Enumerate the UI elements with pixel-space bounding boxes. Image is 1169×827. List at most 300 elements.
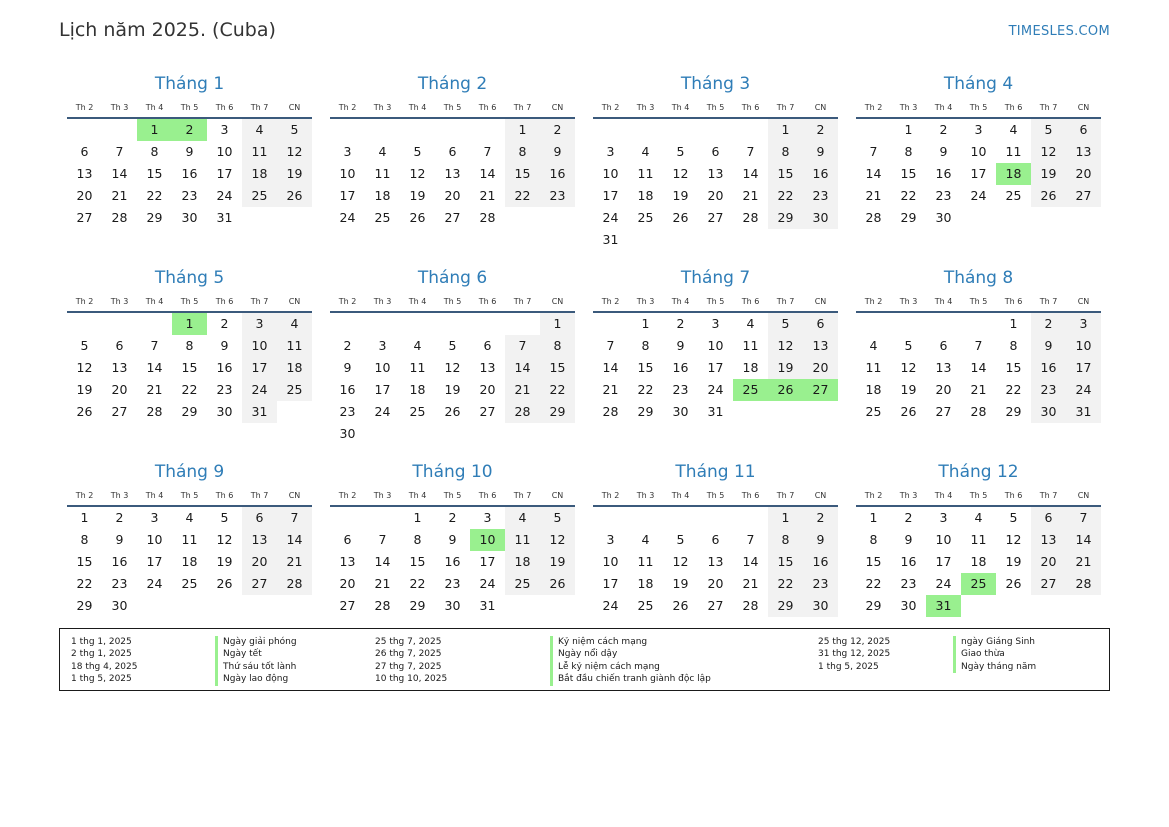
day-cell[interactable]: 11: [409, 360, 426, 375]
day-cell[interactable]: 28: [479, 210, 496, 225]
day-cell[interactable]: 26: [409, 210, 426, 225]
day-cell[interactable]: 7: [974, 338, 983, 353]
day-cell[interactable]: 14: [865, 166, 882, 181]
day-cell[interactable]: 16: [444, 554, 461, 569]
day-cell[interactable]: 1: [413, 510, 422, 525]
day-cell[interactable]: 12: [277, 141, 312, 163]
day-cell[interactable]: 9: [540, 141, 575, 163]
day-cell[interactable]: 18: [181, 554, 198, 569]
day-cell[interactable]: 30: [444, 598, 461, 613]
day-cell[interactable]: 21: [1066, 551, 1101, 573]
day-cell[interactable]: 2: [220, 316, 229, 331]
day-cell[interactable]: 15: [768, 551, 803, 573]
day-cell[interactable]: 18: [970, 554, 987, 569]
day-cell[interactable]: 23: [540, 185, 575, 207]
day-cell[interactable]: 17: [970, 166, 987, 181]
day-cell[interactable]: 26: [540, 573, 575, 595]
day-cell[interactable]: 11: [374, 166, 391, 181]
day-cell[interactable]: 16: [935, 166, 952, 181]
day-cell[interactable]: 17: [602, 576, 619, 591]
day-cell[interactable]: 17: [242, 357, 277, 379]
day-cell[interactable]: 4: [746, 316, 755, 331]
day-cell[interactable]: 5: [413, 144, 422, 159]
day-cell[interactable]: 28: [1066, 573, 1101, 595]
day-cell[interactable]: 23: [444, 576, 461, 591]
day-cell[interactable]: 29: [1005, 404, 1022, 419]
day-cell[interactable]: 8: [904, 144, 913, 159]
day-cell[interactable]: 5: [676, 144, 685, 159]
day-cell[interactable]: 29: [409, 598, 426, 613]
day-cell[interactable]: 25: [505, 573, 540, 595]
day-cell[interactable]: 7: [1066, 507, 1101, 529]
day-cell[interactable]: 30: [672, 404, 689, 419]
day-cell[interactable]: 19: [900, 382, 917, 397]
day-cell[interactable]: 23: [1031, 379, 1066, 401]
day-cell[interactable]: 5: [904, 338, 913, 353]
day-cell[interactable]: 24: [970, 188, 987, 203]
day-cell[interactable]: 21: [970, 382, 987, 397]
day-cell[interactable]: 9: [115, 532, 124, 547]
day-cell[interactable]: 28: [602, 404, 619, 419]
day-cell[interactable]: 15: [76, 554, 93, 569]
day-cell[interactable]: 12: [900, 360, 917, 375]
day-cell[interactable]: 2: [803, 119, 838, 141]
day-cell[interactable]: 24: [1066, 379, 1101, 401]
day-cell[interactable]: 26: [444, 404, 461, 419]
day-cell[interactable]: 11: [637, 166, 654, 181]
day-cell[interactable]: 14: [374, 554, 391, 569]
day-cell[interactable]: 23: [935, 188, 952, 203]
day-cell[interactable]: 15: [900, 166, 917, 181]
day-cell[interactable]: 2: [904, 510, 913, 525]
day-cell[interactable]: 13: [1066, 141, 1101, 163]
day-cell[interactable]: 4: [413, 338, 422, 353]
day-cell[interactable]: 25: [277, 379, 312, 401]
day-cell[interactable]: 3: [242, 313, 277, 335]
day-cell[interactable]: 7: [115, 144, 124, 159]
day-cell[interactable]: 30: [935, 210, 952, 225]
day-cell[interactable]: 20: [935, 382, 952, 397]
holiday-day-cell[interactable]: 1: [172, 313, 207, 335]
day-cell[interactable]: 10: [146, 532, 163, 547]
day-cell[interactable]: 21: [277, 551, 312, 573]
day-cell[interactable]: 8: [768, 141, 803, 163]
day-cell[interactable]: 22: [637, 382, 654, 397]
holiday-day-cell[interactable]: 1: [137, 119, 172, 141]
day-cell[interactable]: 14: [970, 360, 987, 375]
day-cell[interactable]: 25: [409, 404, 426, 419]
day-cell[interactable]: 4: [869, 338, 878, 353]
day-cell[interactable]: 7: [746, 532, 755, 547]
day-cell[interactable]: 13: [339, 554, 356, 569]
day-cell[interactable]: 7: [277, 507, 312, 529]
day-cell[interactable]: 5: [448, 338, 457, 353]
day-cell[interactable]: 20: [339, 576, 356, 591]
day-cell[interactable]: 18: [409, 382, 426, 397]
day-cell[interactable]: 22: [900, 188, 917, 203]
day-cell[interactable]: 21: [865, 188, 882, 203]
day-cell[interactable]: 19: [540, 551, 575, 573]
day-cell[interactable]: 1: [540, 313, 575, 335]
day-cell[interactable]: 10: [602, 554, 619, 569]
day-cell[interactable]: 18: [505, 551, 540, 573]
day-cell[interactable]: 1: [80, 510, 89, 525]
day-cell[interactable]: 12: [444, 360, 461, 375]
day-cell[interactable]: 9: [448, 532, 457, 547]
day-cell[interactable]: 23: [900, 576, 917, 591]
day-cell[interactable]: 26: [1005, 576, 1022, 591]
day-cell[interactable]: 9: [939, 144, 948, 159]
day-cell[interactable]: 23: [803, 185, 838, 207]
day-cell[interactable]: 24: [602, 598, 619, 613]
day-cell[interactable]: 28: [374, 598, 391, 613]
holiday-day-cell[interactable]: 27: [803, 379, 838, 401]
day-cell[interactable]: 6: [939, 338, 948, 353]
day-cell[interactable]: 29: [768, 595, 803, 617]
day-cell[interactable]: 14: [602, 360, 619, 375]
day-cell[interactable]: 10: [602, 166, 619, 181]
day-cell[interactable]: 9: [185, 144, 194, 159]
day-cell[interactable]: 28: [111, 210, 128, 225]
day-cell[interactable]: 29: [637, 404, 654, 419]
day-cell[interactable]: 13: [707, 166, 724, 181]
day-cell[interactable]: 22: [768, 573, 803, 595]
day-cell[interactable]: 9: [803, 141, 838, 163]
day-cell[interactable]: 28: [970, 404, 987, 419]
day-cell[interactable]: 14: [1066, 529, 1101, 551]
day-cell[interactable]: 8: [150, 144, 159, 159]
day-cell[interactable]: 4: [378, 144, 387, 159]
day-cell[interactable]: 11: [181, 532, 198, 547]
day-cell[interactable]: 27: [935, 404, 952, 419]
day-cell[interactable]: 16: [540, 163, 575, 185]
day-cell[interactable]: 15: [865, 554, 882, 569]
day-cell[interactable]: 20: [803, 357, 838, 379]
day-cell[interactable]: 11: [505, 529, 540, 551]
day-cell[interactable]: 6: [803, 313, 838, 335]
day-cell[interactable]: 10: [216, 144, 233, 159]
day-cell[interactable]: 27: [707, 210, 724, 225]
day-cell[interactable]: 14: [742, 166, 759, 181]
day-cell[interactable]: 11: [1005, 144, 1022, 159]
day-cell[interactable]: 9: [1031, 335, 1066, 357]
day-cell[interactable]: 17: [1066, 357, 1101, 379]
day-cell[interactable]: 13: [76, 166, 93, 181]
day-cell[interactable]: 7: [483, 144, 492, 159]
day-cell[interactable]: 24: [935, 576, 952, 591]
day-cell[interactable]: 21: [111, 188, 128, 203]
day-cell[interactable]: 30: [216, 404, 233, 419]
day-cell[interactable]: 25: [181, 576, 198, 591]
day-cell[interactable]: 9: [676, 338, 685, 353]
day-cell[interactable]: 14: [505, 357, 540, 379]
day-cell[interactable]: 2: [939, 122, 948, 137]
day-cell[interactable]: 15: [1005, 360, 1022, 375]
day-cell[interactable]: 13: [479, 360, 496, 375]
day-cell[interactable]: 31: [242, 401, 277, 423]
day-cell[interactable]: 12: [409, 166, 426, 181]
day-cell[interactable]: 15: [409, 554, 426, 569]
day-cell[interactable]: 3: [1066, 313, 1101, 335]
day-cell[interactable]: 12: [1031, 141, 1066, 163]
day-cell[interactable]: 19: [76, 382, 93, 397]
day-cell[interactable]: 13: [803, 335, 838, 357]
day-cell[interactable]: 20: [479, 382, 496, 397]
day-cell[interactable]: 20: [1031, 551, 1066, 573]
day-cell[interactable]: 16: [803, 551, 838, 573]
day-cell[interactable]: 26: [1031, 185, 1066, 207]
day-cell[interactable]: 19: [216, 554, 233, 569]
day-cell[interactable]: 10: [242, 335, 277, 357]
day-cell[interactable]: 12: [216, 532, 233, 547]
day-cell[interactable]: 18: [277, 357, 312, 379]
day-cell[interactable]: 2: [448, 510, 457, 525]
day-cell[interactable]: 7: [606, 338, 615, 353]
day-cell[interactable]: 4: [277, 313, 312, 335]
day-cell[interactable]: 15: [540, 357, 575, 379]
day-cell[interactable]: 13: [935, 360, 952, 375]
day-cell[interactable]: 17: [216, 166, 233, 181]
day-cell[interactable]: 9: [904, 532, 913, 547]
day-cell[interactable]: 17: [602, 188, 619, 203]
day-cell[interactable]: 23: [181, 188, 198, 203]
day-cell[interactable]: 18: [865, 382, 882, 397]
day-cell[interactable]: 2: [540, 119, 575, 141]
day-cell[interactable]: 22: [768, 185, 803, 207]
day-cell[interactable]: 1: [505, 119, 540, 141]
day-cell[interactable]: 28: [505, 401, 540, 423]
day-cell[interactable]: 3: [974, 122, 983, 137]
day-cell[interactable]: 25: [1005, 188, 1022, 203]
day-cell[interactable]: 11: [742, 338, 759, 353]
day-cell[interactable]: 1: [768, 119, 803, 141]
holiday-day-cell[interactable]: 25: [961, 573, 996, 595]
day-cell[interactable]: 6: [80, 144, 89, 159]
day-cell[interactable]: 12: [76, 360, 93, 375]
day-cell[interactable]: 19: [1031, 163, 1066, 185]
day-cell[interactable]: 28: [742, 598, 759, 613]
day-cell[interactable]: 12: [768, 335, 803, 357]
day-cell[interactable]: 24: [479, 576, 496, 591]
day-cell[interactable]: 20: [707, 576, 724, 591]
day-cell[interactable]: 22: [146, 188, 163, 203]
day-cell[interactable]: 16: [900, 554, 917, 569]
day-cell[interactable]: 19: [1005, 554, 1022, 569]
day-cell[interactable]: 28: [742, 210, 759, 225]
day-cell[interactable]: 25: [865, 404, 882, 419]
day-cell[interactable]: 10: [707, 338, 724, 353]
day-cell[interactable]: 15: [146, 166, 163, 181]
day-cell[interactable]: 6: [711, 532, 720, 547]
day-cell[interactable]: 22: [76, 576, 93, 591]
day-cell[interactable]: 16: [339, 382, 356, 397]
day-cell[interactable]: 3: [606, 532, 615, 547]
day-cell[interactable]: 13: [444, 166, 461, 181]
holiday-day-cell[interactable]: 31: [926, 595, 961, 617]
day-cell[interactable]: 21: [602, 382, 619, 397]
holiday-day-cell[interactable]: 25: [733, 379, 768, 401]
day-cell[interactable]: 6: [1066, 119, 1101, 141]
day-cell[interactable]: 23: [672, 382, 689, 397]
day-cell[interactable]: 19: [444, 382, 461, 397]
day-cell[interactable]: 29: [76, 598, 93, 613]
day-cell[interactable]: 18: [742, 360, 759, 375]
day-cell[interactable]: 30: [339, 426, 356, 441]
day-cell[interactable]: 17: [935, 554, 952, 569]
day-cell[interactable]: 8: [185, 338, 194, 353]
day-cell[interactable]: 22: [540, 379, 575, 401]
day-cell[interactable]: 21: [146, 382, 163, 397]
day-cell[interactable]: 3: [343, 144, 352, 159]
day-cell[interactable]: 19: [409, 188, 426, 203]
day-cell[interactable]: 22: [505, 185, 540, 207]
day-cell[interactable]: 1: [904, 122, 913, 137]
day-cell[interactable]: 27: [444, 210, 461, 225]
day-cell[interactable]: 25: [637, 598, 654, 613]
day-cell[interactable]: 11: [637, 554, 654, 569]
day-cell[interactable]: 9: [220, 338, 229, 353]
day-cell[interactable]: 30: [181, 210, 198, 225]
day-cell[interactable]: 7: [746, 144, 755, 159]
day-cell[interactable]: 3: [220, 122, 229, 137]
day-cell[interactable]: 30: [803, 595, 838, 617]
day-cell[interactable]: 30: [803, 207, 838, 229]
day-cell[interactable]: 4: [505, 507, 540, 529]
day-cell[interactable]: 6: [343, 532, 352, 547]
site-link[interactable]: TIMESLES.COM: [1008, 24, 1110, 39]
day-cell[interactable]: 24: [339, 210, 356, 225]
day-cell[interactable]: 4: [242, 119, 277, 141]
day-cell[interactable]: 8: [641, 338, 650, 353]
day-cell[interactable]: 12: [540, 529, 575, 551]
day-cell[interactable]: 24: [146, 576, 163, 591]
day-cell[interactable]: 5: [80, 338, 89, 353]
day-cell[interactable]: 18: [242, 163, 277, 185]
day-cell[interactable]: 4: [641, 532, 650, 547]
day-cell[interactable]: 7: [869, 144, 878, 159]
day-cell[interactable]: 9: [803, 529, 838, 551]
day-cell[interactable]: 4: [974, 510, 983, 525]
day-cell[interactable]: 2: [115, 510, 124, 525]
day-cell[interactable]: 24: [707, 382, 724, 397]
day-cell[interactable]: 27: [339, 598, 356, 613]
day-cell[interactable]: 14: [146, 360, 163, 375]
day-cell[interactable]: 31: [1066, 401, 1101, 423]
day-cell[interactable]: 11: [865, 360, 882, 375]
day-cell[interactable]: 7: [505, 335, 540, 357]
day-cell[interactable]: 5: [540, 507, 575, 529]
day-cell[interactable]: 30: [900, 598, 917, 613]
day-cell[interactable]: 22: [865, 576, 882, 591]
day-cell[interactable]: 20: [444, 188, 461, 203]
day-cell[interactable]: 5: [768, 313, 803, 335]
day-cell[interactable]: 1: [869, 510, 878, 525]
day-cell[interactable]: 17: [479, 554, 496, 569]
day-cell[interactable]: 10: [1066, 335, 1101, 357]
day-cell[interactable]: 29: [865, 598, 882, 613]
day-cell[interactable]: 21: [742, 188, 759, 203]
day-cell[interactable]: 27: [1066, 185, 1101, 207]
day-cell[interactable]: 2: [343, 338, 352, 353]
day-cell[interactable]: 24: [242, 379, 277, 401]
day-cell[interactable]: 15: [181, 360, 198, 375]
day-cell[interactable]: 14: [479, 166, 496, 181]
day-cell[interactable]: 28: [277, 573, 312, 595]
day-cell[interactable]: 25: [242, 185, 277, 207]
day-cell[interactable]: 14: [111, 166, 128, 181]
day-cell[interactable]: 21: [374, 576, 391, 591]
day-cell[interactable]: 18: [637, 576, 654, 591]
day-cell[interactable]: 1: [641, 316, 650, 331]
day-cell[interactable]: 15: [637, 360, 654, 375]
day-cell[interactable]: 20: [707, 188, 724, 203]
day-cell[interactable]: 16: [1031, 357, 1066, 379]
day-cell[interactable]: 1: [768, 507, 803, 529]
day-cell[interactable]: 4: [641, 144, 650, 159]
day-cell[interactable]: 22: [409, 576, 426, 591]
day-cell[interactable]: 8: [869, 532, 878, 547]
day-cell[interactable]: 16: [216, 360, 233, 375]
day-cell[interactable]: 13: [111, 360, 128, 375]
day-cell[interactable]: 25: [374, 210, 391, 225]
day-cell[interactable]: 4: [1009, 122, 1018, 137]
day-cell[interactable]: 19: [277, 163, 312, 185]
day-cell[interactable]: 24: [602, 210, 619, 225]
day-cell[interactable]: 13: [1031, 529, 1066, 551]
day-cell[interactable]: 25: [637, 210, 654, 225]
day-cell[interactable]: 3: [378, 338, 387, 353]
day-cell[interactable]: 21: [479, 188, 496, 203]
day-cell[interactable]: 3: [150, 510, 159, 525]
day-cell[interactable]: 17: [146, 554, 163, 569]
holiday-day-cell[interactable]: 18: [996, 163, 1031, 185]
day-cell[interactable]: 7: [150, 338, 159, 353]
day-cell[interactable]: 27: [479, 404, 496, 419]
day-cell[interactable]: 3: [483, 510, 492, 525]
day-cell[interactable]: 6: [242, 507, 277, 529]
day-cell[interactable]: 12: [1005, 532, 1022, 547]
day-cell[interactable]: 5: [220, 510, 229, 525]
day-cell[interactable]: 27: [111, 404, 128, 419]
day-cell[interactable]: 17: [374, 382, 391, 397]
day-cell[interactable]: 28: [146, 404, 163, 419]
day-cell[interactable]: 10: [339, 166, 356, 181]
day-cell[interactable]: 1: [1009, 316, 1018, 331]
holiday-day-cell[interactable]: 26: [768, 379, 803, 401]
day-cell[interactable]: 24: [216, 188, 233, 203]
day-cell[interactable]: 14: [277, 529, 312, 551]
holiday-day-cell[interactable]: 2: [172, 119, 207, 141]
day-cell[interactable]: 29: [768, 207, 803, 229]
day-cell[interactable]: 6: [711, 144, 720, 159]
day-cell[interactable]: 20: [242, 551, 277, 573]
day-cell[interactable]: 4: [185, 510, 194, 525]
day-cell[interactable]: 31: [216, 210, 233, 225]
day-cell[interactable]: 13: [242, 529, 277, 551]
day-cell[interactable]: 23: [111, 576, 128, 591]
day-cell[interactable]: 14: [742, 554, 759, 569]
day-cell[interactable]: 21: [742, 576, 759, 591]
day-cell[interactable]: 22: [181, 382, 198, 397]
day-cell[interactable]: 3: [606, 144, 615, 159]
day-cell[interactable]: 27: [242, 573, 277, 595]
day-cell[interactable]: 13: [707, 554, 724, 569]
day-cell[interactable]: 26: [900, 404, 917, 419]
day-cell[interactable]: 29: [900, 210, 917, 225]
day-cell[interactable]: 5: [1009, 510, 1018, 525]
holiday-day-cell[interactable]: 10: [470, 529, 505, 551]
day-cell[interactable]: 22: [1005, 382, 1022, 397]
